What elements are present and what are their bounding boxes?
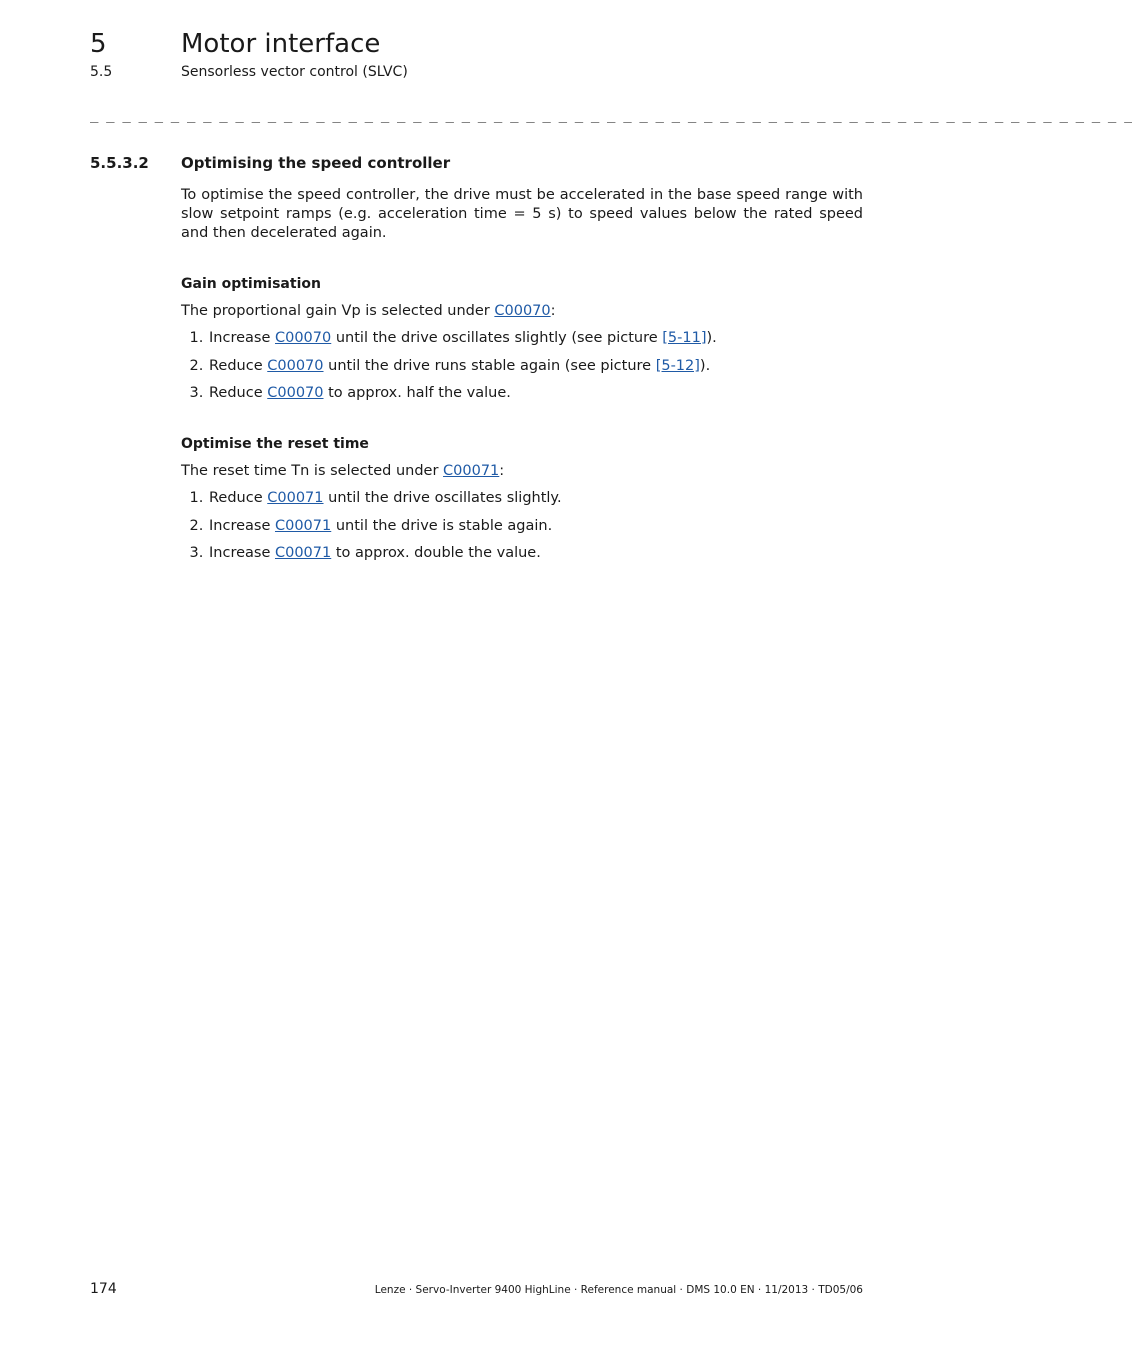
c00070-link[interactable]: C00070 [274,330,332,346]
chapter-number: 5 [90,29,107,59]
gain-heading: Gain optimisation [181,276,321,292]
section-title: Sensorless vector control (SLVC) [181,64,408,80]
step-text: Increase [209,517,275,534]
step-text: Reduce [209,385,268,401]
c00070-link[interactable]: C00070 [494,303,551,319]
step-text: until the drive is stable again. [331,517,553,534]
reset-intro [181,461,863,481]
step-text: Reduce [209,490,268,506]
c00071-link[interactable]: C00071 [443,463,500,479]
gain-step-3 [208,383,863,403]
step-text: until the drive runs stable again (see picture [323,357,656,374]
gain-intro-suffix: : [550,303,556,319]
step-text: to approx. half the value. [323,385,511,401]
reset-intro-text: The reset time Tn is selected under [181,463,444,479]
intro-paragraph: To optimise the speed controller, the drive must be accelerated in the base speed range with slow setpoint ramps (e.g. acceleration time = 5 s) to speed values below the rated speed and then decelerated again. [181,187,863,241]
gain-intro-text: The proportional gain Vp is selected under [181,303,495,319]
step-text: until the drive oscillates slightly (see picture [331,330,663,346]
c00071-link[interactable]: C00071 [274,545,332,561]
step-text: ). [706,330,717,346]
step-text: until the drive oscillates slightly. [323,490,562,506]
footer-text: Lenze · Servo-Inverter 9400 HighLine · Reference manual · DMS 10.0 EN · 11/2013 · TD05/06 [374,1284,863,1296]
chapter-title: Motor interface [181,29,381,59]
reset-step-3 [208,543,863,563]
step-text: ). [699,357,711,374]
c00071-link[interactable]: C00071 [267,490,324,506]
reset-intro-suffix: : [499,463,505,479]
step-text: Reduce [209,357,268,374]
c00070-link[interactable]: C00070 [267,385,324,401]
subsection-number: 5.5.3.2 [90,154,149,172]
page-number: 174 [90,1281,117,1297]
gain-step-2 [208,356,863,376]
section-number: 5.5 [90,64,113,80]
gain-step-1 [208,328,863,348]
step-text: to approx. double the value. [331,545,541,561]
reset-step-1 [208,488,863,508]
c00070-link[interactable]: C00070 [267,357,324,374]
content [181,186,863,563]
picture-5-11-link[interactable]: [5-11] [662,330,707,346]
gain-intro [181,301,863,321]
reset-steps-list [181,488,863,563]
subsection-title: Optimising the speed controller [181,154,451,172]
header-separator: _ _ _ _ _ _ _ _ _ _ _ _ _ _ _ _ _ _ _ _ _ _ _ _ _ _ _ _ _ _ _ _ _ _ _ _ _ _ _ _ _ _ _ _ _ _ _ _ _ _ _ _ _ _ _ _ _ _ _ _ _ _ _ _ _ [90,107,1132,123]
picture-5-12-link[interactable]: [5-12] [655,357,700,374]
reset-heading: Optimise the reset time [181,436,369,452]
reset-step-2 [208,516,863,536]
c00071-link[interactable]: C00071 [274,517,332,534]
step-text: Increase [209,545,275,561]
gain-steps-list [181,328,863,403]
step-text: Increase [209,330,275,346]
